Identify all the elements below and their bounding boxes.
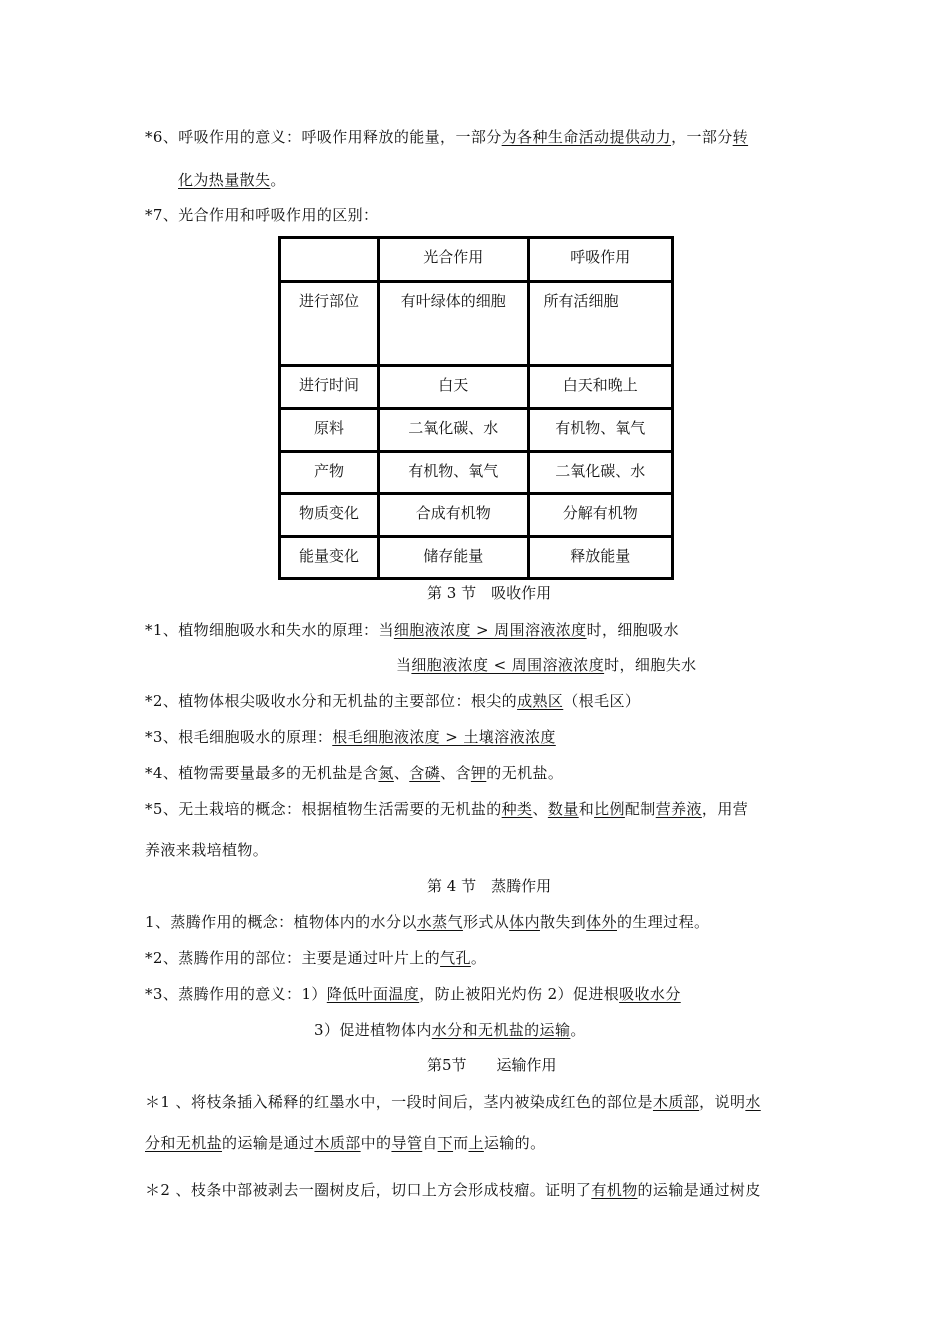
table-cell: 二氧化碳、水 xyxy=(528,452,672,494)
underlined-answer: 根毛细胞液浓度 > 土壤溶液浓度 xyxy=(332,728,556,746)
item-7: *7、光合作用和呼吸作用的区别： xyxy=(145,206,379,224)
text: 自 xyxy=(422,1134,438,1152)
underlined-answer: 体外 xyxy=(586,913,617,931)
underlined-answer: 水蒸气 xyxy=(416,913,463,931)
section-5-heading: 第5节 运输作用 xyxy=(427,1056,557,1074)
table-header: 呼吸作用 xyxy=(528,238,672,282)
table-cell xyxy=(280,238,379,282)
s3-item-3 xyxy=(145,727,556,747)
underlined-answer: 营养液 xyxy=(655,800,702,818)
underlined-answer: 吸收水分 xyxy=(619,985,681,1003)
s4-item-3-line2 xyxy=(314,1020,586,1040)
table-header: 光合作用 xyxy=(379,238,529,282)
table-cell: 储存能量 xyxy=(379,537,529,579)
underlined-answer: 下 xyxy=(437,1134,454,1152)
bullet: *2、 xyxy=(145,692,179,710)
text: 蒸腾作用的意义：1） xyxy=(178,985,327,1003)
table-cell: 二氧化碳、水 xyxy=(379,409,529,452)
s4-item-2 xyxy=(145,948,486,968)
text: 时，细胞吸水 xyxy=(586,621,679,639)
underlined-answer: 体内 xyxy=(509,913,540,931)
table-header-row xyxy=(280,238,673,282)
section-3-heading: 第 3 节 吸收作用 xyxy=(427,584,552,602)
text: ，用营 xyxy=(701,800,749,818)
underlined-answer: 钾 xyxy=(470,764,487,782)
text: 根毛细胞吸水的原理： xyxy=(178,728,333,746)
table-cell: 分解有机物 xyxy=(528,494,672,537)
underlined-answer: 含磷 xyxy=(409,764,441,782)
s3-item-2 xyxy=(145,691,640,711)
underlined-answer: 数量 xyxy=(547,800,579,818)
underlined-answer: 导管 xyxy=(391,1134,423,1152)
underlined-answer: 比例 xyxy=(594,800,625,818)
underlined-answer: 转 xyxy=(732,128,749,146)
s5-item-2 xyxy=(145,1180,761,1200)
table-cell: 有机物、氧气 xyxy=(379,452,529,494)
table-cell: 进行部位 xyxy=(280,282,379,366)
text: 无土栽培的概念：根据植物生活需要的无机盐的 xyxy=(178,800,502,818)
section-4-heading: 第 4 节 蒸腾作用 xyxy=(427,877,552,895)
s4-item-3-line1 xyxy=(145,984,681,1004)
text: 、含 xyxy=(440,764,471,782)
item-6-line1 xyxy=(145,127,748,147)
s3-item-5-line1 xyxy=(145,799,748,819)
table-cell: 释放能量 xyxy=(528,537,672,579)
text: 的生理过程。 xyxy=(616,913,710,931)
text: 而 xyxy=(453,1134,469,1152)
text: 时，细胞失水 xyxy=(604,656,697,674)
text: 植物细胞吸水和失水的原理：当 xyxy=(178,621,394,639)
underlined-answer: 成熟区 xyxy=(517,692,564,710)
text: 形式从 xyxy=(462,913,510,931)
underlined-answer: 上 xyxy=(468,1134,484,1152)
text: 的无机盐。 xyxy=(486,764,564,782)
bullet: 1、 xyxy=(145,913,171,931)
s3-item-1-line2 xyxy=(396,655,697,675)
bullet: ＊1 、 xyxy=(145,1093,191,1111)
underlined-answer: 气孔 xyxy=(440,949,471,967)
text: 。 xyxy=(270,171,286,189)
table-cell: 能量变化 xyxy=(280,537,379,579)
underlined-answer: 木质部 xyxy=(314,1134,361,1152)
s3-item-1-line1 xyxy=(145,620,679,640)
text: 的运输是通过树皮 xyxy=(637,1181,761,1199)
table-row xyxy=(280,494,673,537)
underlined-answer: 细胞液浓度 > 周围溶液浓度 xyxy=(393,621,587,639)
table-cell: 原料 xyxy=(280,409,379,452)
text: 、 xyxy=(532,800,548,818)
bullet: *1、 xyxy=(145,621,179,639)
text: 当 xyxy=(396,656,412,674)
underlined-answer: 水分和无机盐的运输 xyxy=(431,1021,571,1039)
table-cell: 有叶绿体的细胞 xyxy=(379,282,529,366)
table-row xyxy=(280,366,673,409)
bullet: *3、 xyxy=(145,728,179,746)
table-row xyxy=(280,282,673,366)
table-cell: 产物 xyxy=(280,452,379,494)
item-6-line2 xyxy=(178,170,286,190)
s5-item-1-line1 xyxy=(145,1092,761,1112)
table-cell: 白天和晚上 xyxy=(528,366,672,409)
table-cell: 所有活细胞 xyxy=(528,282,672,366)
text: 。 xyxy=(470,949,487,967)
underlined-answer: 有机物 xyxy=(591,1181,638,1199)
s3-item-5-line2: 养液来栽培植物。 xyxy=(145,841,269,859)
underlined-answer: 种类 xyxy=(501,800,533,818)
text: 蒸腾作用的概念：植物体内的水分以 xyxy=(170,913,417,931)
text: 植物需要量最多的无机盐是含 xyxy=(178,764,379,782)
bullet: *6、 xyxy=(145,128,179,146)
bullet: *5、 xyxy=(145,800,179,818)
text: ，一部分 xyxy=(671,128,733,146)
table-row xyxy=(280,537,673,579)
underlined-answer: 氮 xyxy=(378,764,394,782)
underlined-answer: 为各种生命活动提供动力 xyxy=(501,128,672,146)
text: 中的 xyxy=(360,1134,392,1152)
text: 配制 xyxy=(624,800,656,818)
bullet: *4、 xyxy=(145,764,179,782)
text: 的运输是通过 xyxy=(222,1134,315,1152)
text: 枝条中部被剥去一圈树皮后，切口上方会形成枝瘤。证明了 xyxy=(190,1181,592,1199)
table-cell: 白天 xyxy=(379,366,529,409)
table-cell: 合成有机物 xyxy=(379,494,529,537)
bullet: ＊2 、 xyxy=(145,1181,191,1199)
underlined-answer: 分和无机盐 xyxy=(145,1134,223,1152)
text: 3）促进植物体内 xyxy=(314,1021,432,1039)
text: （根毛区） xyxy=(563,692,641,710)
underlined-answer: 水 xyxy=(745,1093,761,1111)
table-row xyxy=(280,409,673,452)
bullet: *3、 xyxy=(145,985,179,1003)
s5-item-1-line2 xyxy=(145,1133,545,1153)
text: 和 xyxy=(578,800,595,818)
text: ，说明 xyxy=(699,1093,746,1111)
underlined-answer: 木质部 xyxy=(652,1093,700,1111)
table-cell: 物质变化 xyxy=(280,494,379,537)
text: 。 xyxy=(570,1021,586,1039)
comparison-table xyxy=(278,236,674,580)
text: 植物体根尖吸收水分和无机盐的主要部位：根尖的 xyxy=(178,692,518,710)
table-cell: 进行时间 xyxy=(280,366,379,409)
text: 、 xyxy=(393,764,410,782)
table-row xyxy=(280,452,673,494)
text: 散失到 xyxy=(539,913,587,931)
text: 蒸腾作用的部位：主要是通过叶片上的 xyxy=(178,949,441,967)
underlined-answer: 细胞液浓度 < 周围溶液浓度 xyxy=(411,656,605,674)
s4-item-1 xyxy=(145,912,709,932)
text: 将枝条插入稀释的红墨水中，一段时间后，茎内被染成红色的部位是 xyxy=(190,1093,653,1111)
table-cell: 有机物、氧气 xyxy=(528,409,672,452)
text: ，防止被阳光灼伤 2）促进根 xyxy=(419,985,620,1003)
text: 运输的。 xyxy=(483,1134,546,1152)
underlined-answer: 化为热量散失 xyxy=(178,171,271,189)
bullet: *2、 xyxy=(145,949,179,967)
s3-item-4 xyxy=(145,763,563,783)
text: 呼吸作用的意义：呼吸作用释放的能量，一部分 xyxy=(178,128,502,146)
underlined-answer: 降低叶面温度 xyxy=(326,985,420,1003)
